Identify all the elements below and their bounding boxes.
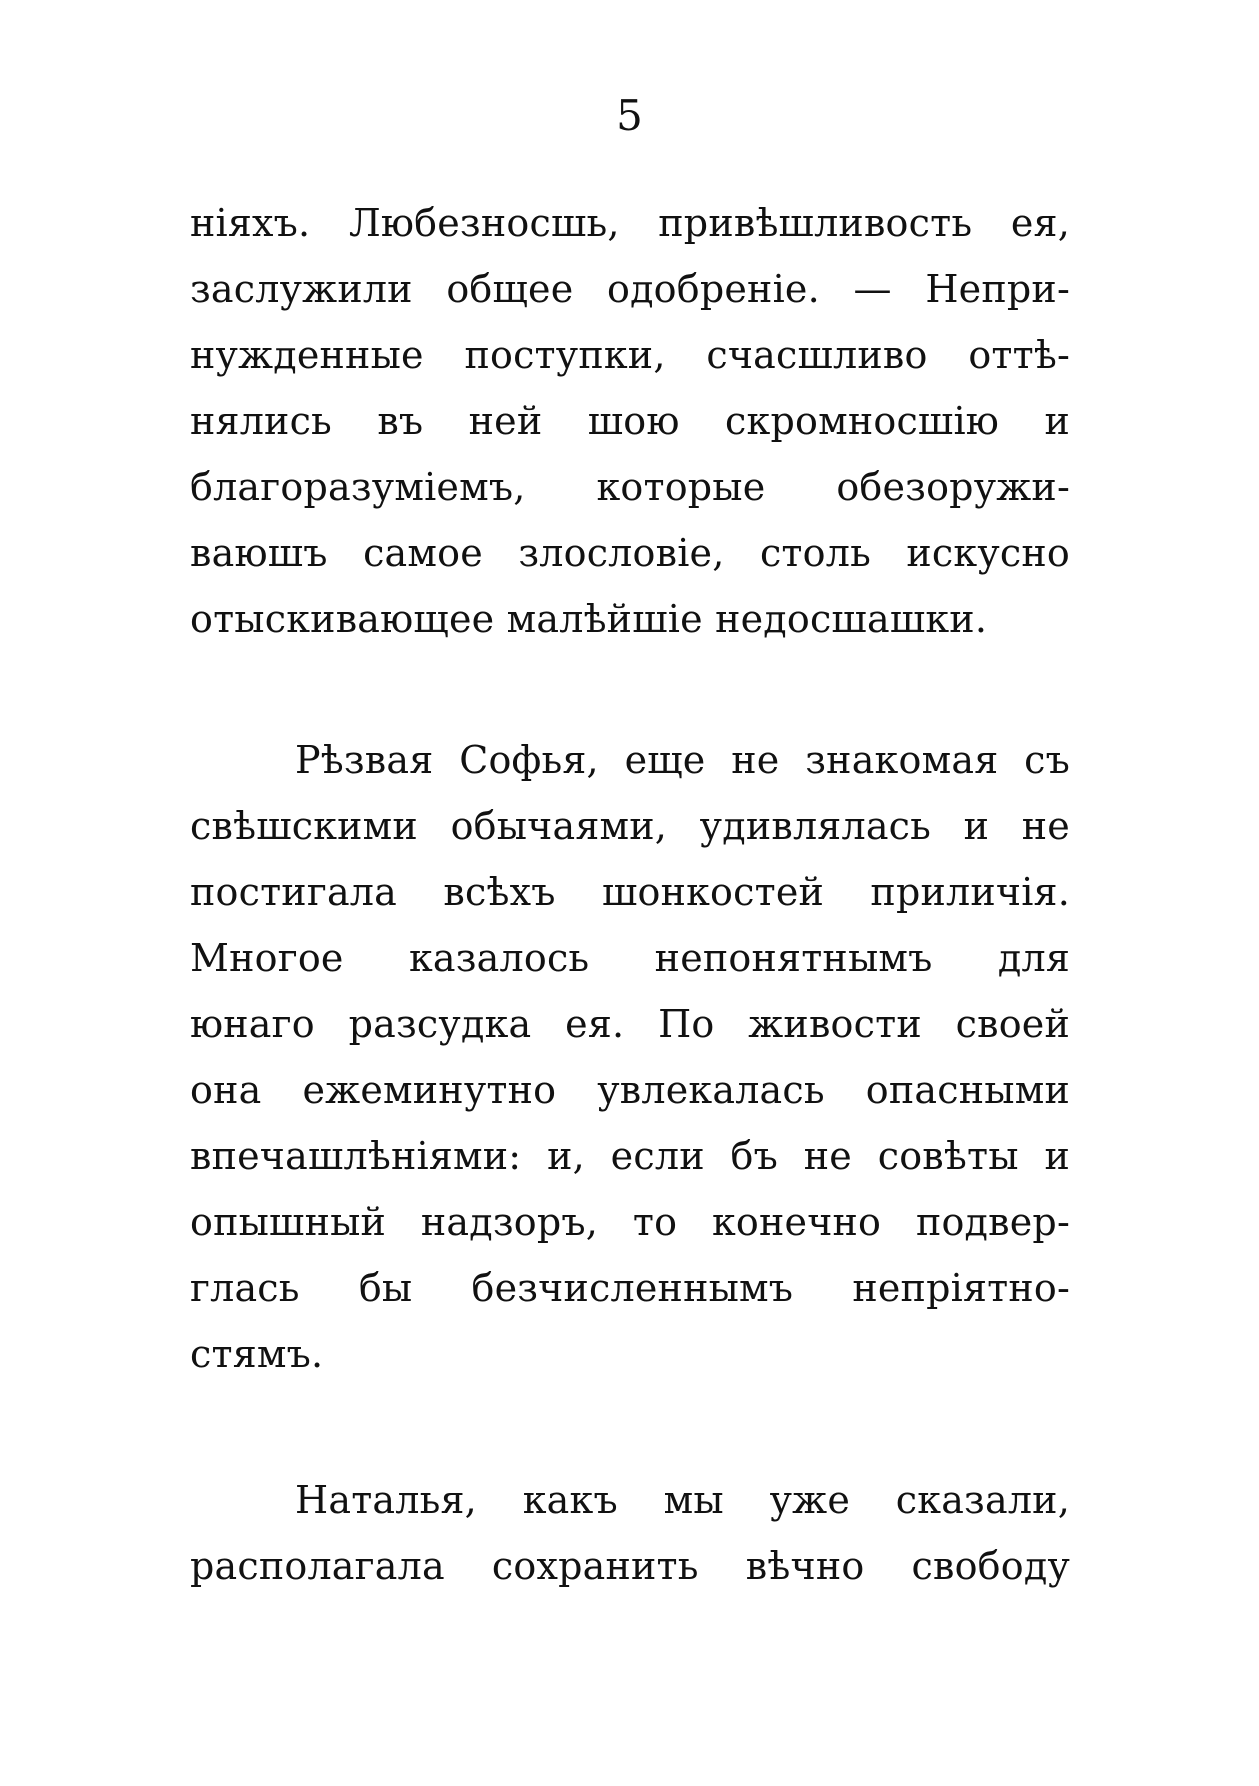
text-line: нужденные поступки, счасшливо оттѣ- xyxy=(190,333,1070,377)
text-line: отыскивающее малѣйшіе недосшашки. xyxy=(190,597,988,641)
paragraph-1 xyxy=(190,190,1070,652)
text-line: нялись въ ней шою скромносшію и xyxy=(190,399,1070,443)
text-line: постигала всѣхъ шонкостей приличія. xyxy=(190,870,1070,914)
text-line: Рѣзвая Софья, еще не знакомая съ xyxy=(295,738,1070,782)
text-line: заслужили общее одобреніе. — Непри- xyxy=(190,267,1070,311)
text-line: ваюшъ самое злословіе, столь искусно xyxy=(190,531,1070,575)
text-line: Многое казалось непонятнымъ для xyxy=(190,936,1070,980)
text-line: она ежеминутно увлекалась опасными xyxy=(190,1068,1070,1112)
text-line: юнаго разсудка ея. По живости своей xyxy=(190,1002,1070,1046)
text-line: Наталья, какъ мы уже сказали, xyxy=(295,1478,1070,1522)
text-line: глась бы безчисленнымъ непріятно- xyxy=(190,1266,1070,1310)
text-line: ніяхъ. Любезносшь, привѣшливость ея, xyxy=(190,201,1070,245)
page-number: 5 xyxy=(616,91,643,140)
text-line: опышный надзоръ, то конечно подвер- xyxy=(190,1200,1070,1244)
paragraph-3 xyxy=(190,1467,1070,1599)
text-line: благоразуміемъ, которые обезоружи- xyxy=(190,465,1070,509)
text-line: располагала сохранить вѣчно свободу xyxy=(190,1544,1070,1588)
text-line: стямъ. xyxy=(190,1332,324,1376)
text-line: впечашлѣніями: и, если бъ не совѣты и xyxy=(190,1134,1070,1178)
paragraph-2 xyxy=(190,727,1070,1387)
text-line: свѣшскими обычаями, удивлялась и не xyxy=(190,804,1070,848)
